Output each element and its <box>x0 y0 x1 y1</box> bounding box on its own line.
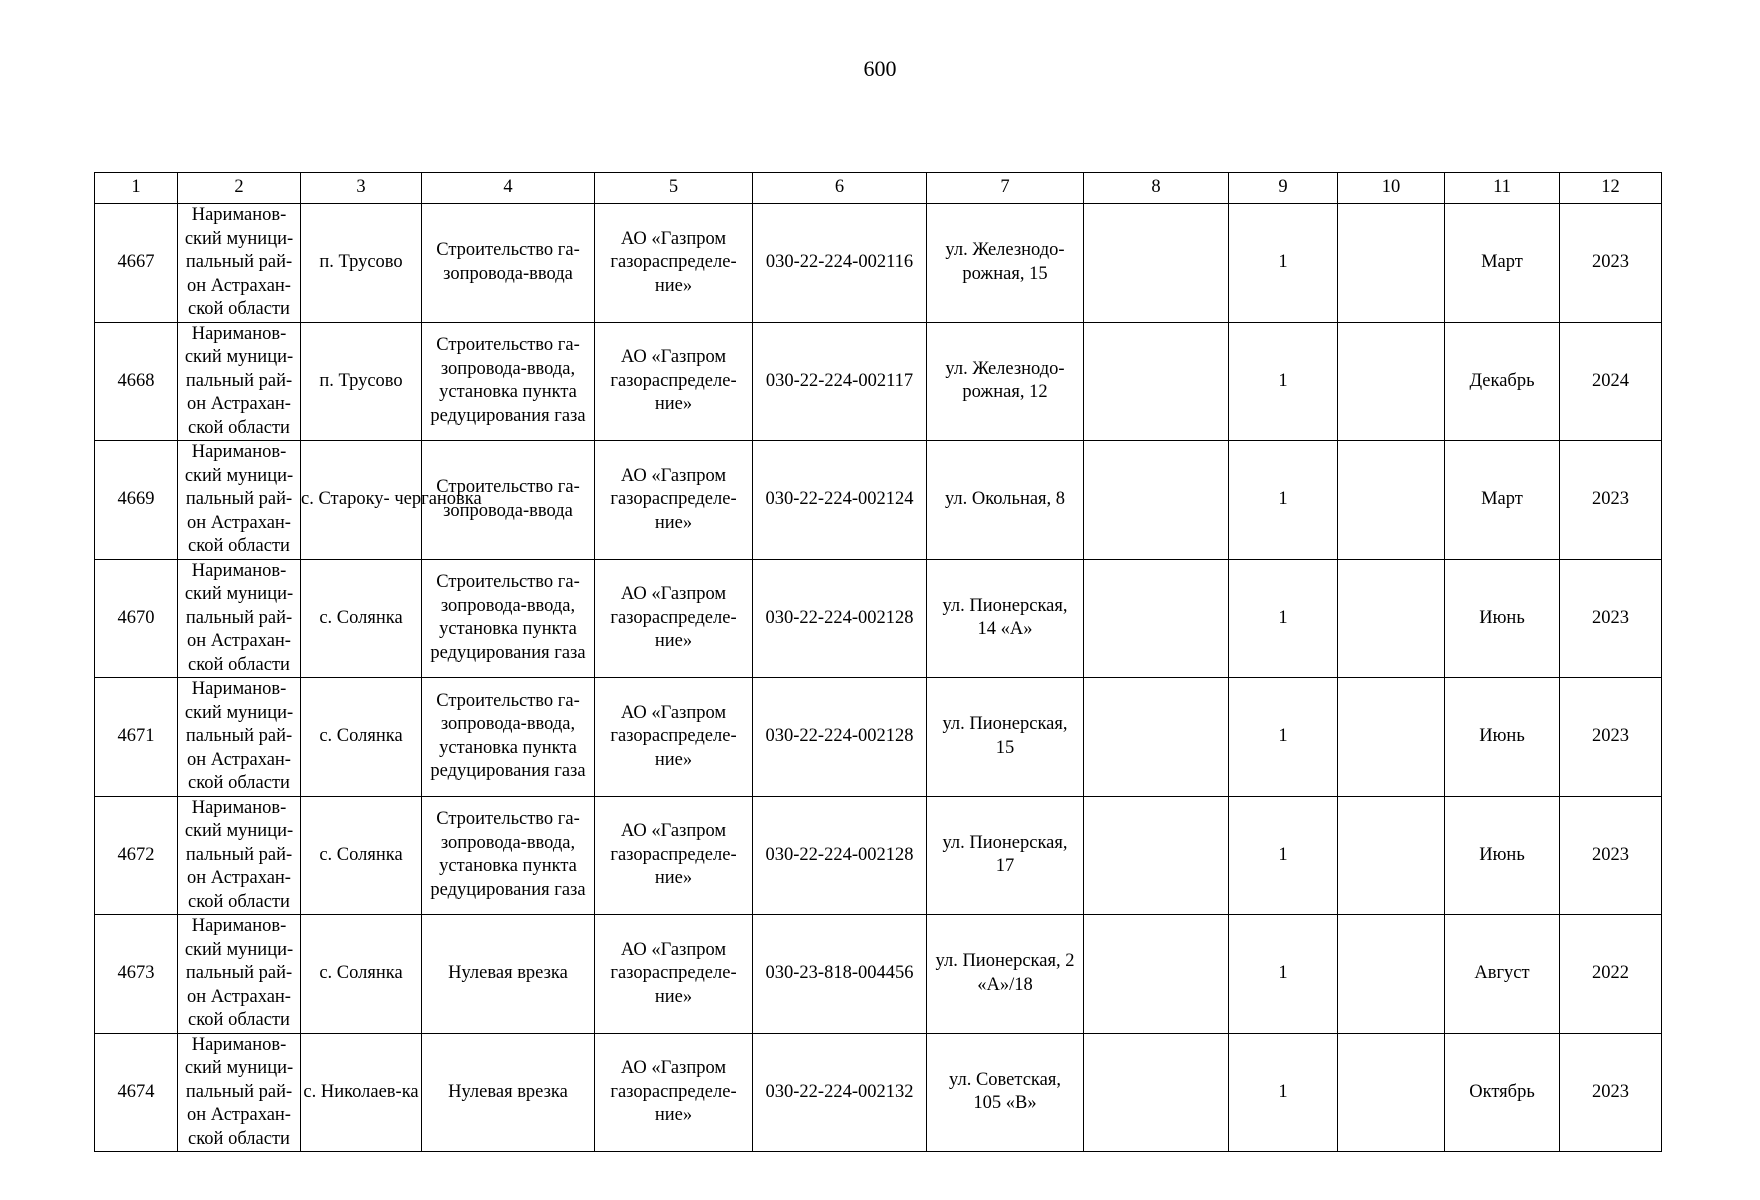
address-cell: ул. Окольная, 8 <box>927 441 1084 560</box>
header-cell: 9 <box>1229 173 1338 204</box>
address-cell: ул. Советская, 105 «В» <box>927 1033 1084 1152</box>
table-row <box>95 1033 1662 1152</box>
organization-cell: АО «Газпром газораспределе- ние» <box>595 322 753 441</box>
header-cell: 7 <box>927 173 1084 204</box>
row-number-cell: 4667 <box>95 204 178 323</box>
row-number-cell: 4669 <box>95 441 178 560</box>
code-cell: 030-22-224-002128 <box>753 796 927 915</box>
organization-cell: АО «Газпром газораспределе- ние» <box>595 559 753 678</box>
header-cell: 8 <box>1084 173 1229 204</box>
district-cell: Нариманов- ский муници- пальный рай- он Астрахан- ской области <box>178 678 301 797</box>
quantity-cell: 1 <box>1229 322 1338 441</box>
column-10-cell <box>1338 441 1445 560</box>
quantity-cell: 1 <box>1229 678 1338 797</box>
organization-cell: АО «Газпром газораспределе- ние» <box>595 1033 753 1152</box>
quantity-cell: 1 <box>1229 796 1338 915</box>
district-cell: Нариманов- ский муници- пальный рай- он Астрахан- ской области <box>178 441 301 560</box>
header-cell: 3 <box>301 173 422 204</box>
month-cell: Декабрь <box>1445 322 1560 441</box>
organization-cell: АО «Газпром газораспределе- ние» <box>595 441 753 560</box>
month-cell: Октябрь <box>1445 1033 1560 1152</box>
address-cell: ул. Пионерская, 14 «А» <box>927 559 1084 678</box>
header-cell: 5 <box>595 173 753 204</box>
table-row <box>95 322 1662 441</box>
row-number-cell: 4673 <box>95 915 178 1034</box>
work-type-cell: Строительство га- зопровода-ввода, установка пункта редуцирования газа <box>422 559 595 678</box>
header-cell: 6 <box>753 173 927 204</box>
row-number-cell: 4670 <box>95 559 178 678</box>
organization-cell: АО «Газпром газораспределе- ние» <box>595 915 753 1034</box>
locality-cell: п. Трусово <box>301 204 422 323</box>
month-cell: Март <box>1445 441 1560 560</box>
locality-cell: с. Солянка <box>301 796 422 915</box>
district-cell: Нариманов- ский муници- пальный рай- он Астрахан- ской области <box>178 1033 301 1152</box>
organization-cell: АО «Газпром газораспределе- ние» <box>595 796 753 915</box>
work-type-cell: Строительство га- зопровода-ввода, установка пункта редуцирования газа <box>422 322 595 441</box>
table-row <box>95 441 1662 560</box>
month-cell: Июнь <box>1445 678 1560 797</box>
year-cell: 2023 <box>1560 441 1662 560</box>
district-cell: Нариманов- ский муници- пальный рай- он Астрахан- ской области <box>178 204 301 323</box>
month-cell: Август <box>1445 915 1560 1034</box>
table-row <box>95 559 1662 678</box>
address-cell: ул. Железнодо- рожная, 15 <box>927 204 1084 323</box>
year-cell: 2022 <box>1560 915 1662 1034</box>
quantity-cell: 1 <box>1229 915 1338 1034</box>
column-8-cell <box>1084 322 1229 441</box>
year-cell: 2023 <box>1560 678 1662 797</box>
month-cell: Июнь <box>1445 559 1560 678</box>
column-8-cell <box>1084 1033 1229 1152</box>
address-cell: ул. Пионерская, 2 «А»/18 <box>927 915 1084 1034</box>
month-cell: Март <box>1445 204 1560 323</box>
row-number-cell: 4674 <box>95 1033 178 1152</box>
organization-cell: АО «Газпром газораспределе- ние» <box>595 678 753 797</box>
address-cell: ул. Железнодо- рожная, 12 <box>927 322 1084 441</box>
year-cell: 2023 <box>1560 1033 1662 1152</box>
locality-cell: с. Николаев-ка <box>301 1033 422 1152</box>
district-cell: Нариманов- ский муници- пальный рай- он Астрахан- ской области <box>178 915 301 1034</box>
header-cell: 11 <box>1445 173 1560 204</box>
locality-cell: с. Солянка <box>301 678 422 797</box>
code-cell: 030-22-224-002116 <box>753 204 927 323</box>
code-cell: 030-23-818-004456 <box>753 915 927 1034</box>
locality-cell: п. Трусово <box>301 322 422 441</box>
column-8-cell <box>1084 204 1229 323</box>
header-cell: 10 <box>1338 173 1445 204</box>
column-8-cell <box>1084 559 1229 678</box>
header-cell: 1 <box>95 173 178 204</box>
work-type-cell: Нулевая врезка <box>422 1033 595 1152</box>
district-cell: Нариманов- ский муници- пальный рай- он Астрахан- ской области <box>178 796 301 915</box>
quantity-cell: 1 <box>1229 441 1338 560</box>
year-cell: 2024 <box>1560 322 1662 441</box>
district-cell: Нариманов- ский муници- пальный рай- он Астрахан- ской области <box>178 559 301 678</box>
row-number-cell: 4672 <box>95 796 178 915</box>
header-cell: 4 <box>422 173 595 204</box>
code-cell: 030-22-224-002128 <box>753 678 927 797</box>
column-8-cell <box>1084 915 1229 1034</box>
column-10-cell <box>1338 204 1445 323</box>
column-10-cell <box>1338 322 1445 441</box>
table-body <box>95 173 1662 1152</box>
organization-cell: АО «Газпром газораспределе- ние» <box>595 204 753 323</box>
locality-cell: с. Солянка <box>301 915 422 1034</box>
column-8-cell <box>1084 678 1229 797</box>
page-number: 600 <box>863 56 897 81</box>
work-type-cell: Нулевая врезка <box>422 915 595 1034</box>
code-cell: 030-22-224-002124 <box>753 441 927 560</box>
table-row <box>95 204 1662 323</box>
column-10-cell <box>1338 796 1445 915</box>
data-table <box>94 172 1662 1152</box>
code-cell: 030-22-224-002117 <box>753 322 927 441</box>
year-cell: 2023 <box>1560 204 1662 323</box>
work-type-cell: Строительство га- зопровода-ввода, установка пункта редуцирования газа <box>422 796 595 915</box>
column-10-cell <box>1338 678 1445 797</box>
district-cell: Нариманов- ский муници- пальный рай- он Астрахан- ской области <box>178 322 301 441</box>
column-10-cell <box>1338 559 1445 678</box>
locality-cell: с. Солянка <box>301 559 422 678</box>
row-number-cell: 4671 <box>95 678 178 797</box>
table-row <box>95 796 1662 915</box>
header-cell: 2 <box>178 173 301 204</box>
work-type-cell: Строительство га- зопровода-ввода <box>422 441 595 560</box>
quantity-cell: 1 <box>1229 559 1338 678</box>
year-cell: 2023 <box>1560 796 1662 915</box>
locality-cell: с. Староку- чергановка <box>301 441 422 560</box>
month-cell: Июнь <box>1445 796 1560 915</box>
quantity-cell: 1 <box>1229 204 1338 323</box>
column-10-cell <box>1338 1033 1445 1152</box>
header-row <box>95 173 1662 204</box>
code-cell: 030-22-224-002128 <box>753 559 927 678</box>
table-row <box>95 678 1662 797</box>
column-8-cell <box>1084 441 1229 560</box>
year-cell: 2023 <box>1560 559 1662 678</box>
column-8-cell <box>1084 796 1229 915</box>
address-cell: ул. Пионерская, 17 <box>927 796 1084 915</box>
address-cell: ул. Пионерская, 15 <box>927 678 1084 797</box>
work-type-cell: Строительство га- зопровода-ввода, установка пункта редуцирования газа <box>422 678 595 797</box>
row-number-cell: 4668 <box>95 322 178 441</box>
column-10-cell <box>1338 915 1445 1034</box>
quantity-cell: 1 <box>1229 1033 1338 1152</box>
work-type-cell: Строительство га- зопровода-ввода <box>422 204 595 323</box>
code-cell: 030-22-224-002132 <box>753 1033 927 1152</box>
table-row <box>95 915 1662 1034</box>
header-cell: 12 <box>1560 173 1662 204</box>
